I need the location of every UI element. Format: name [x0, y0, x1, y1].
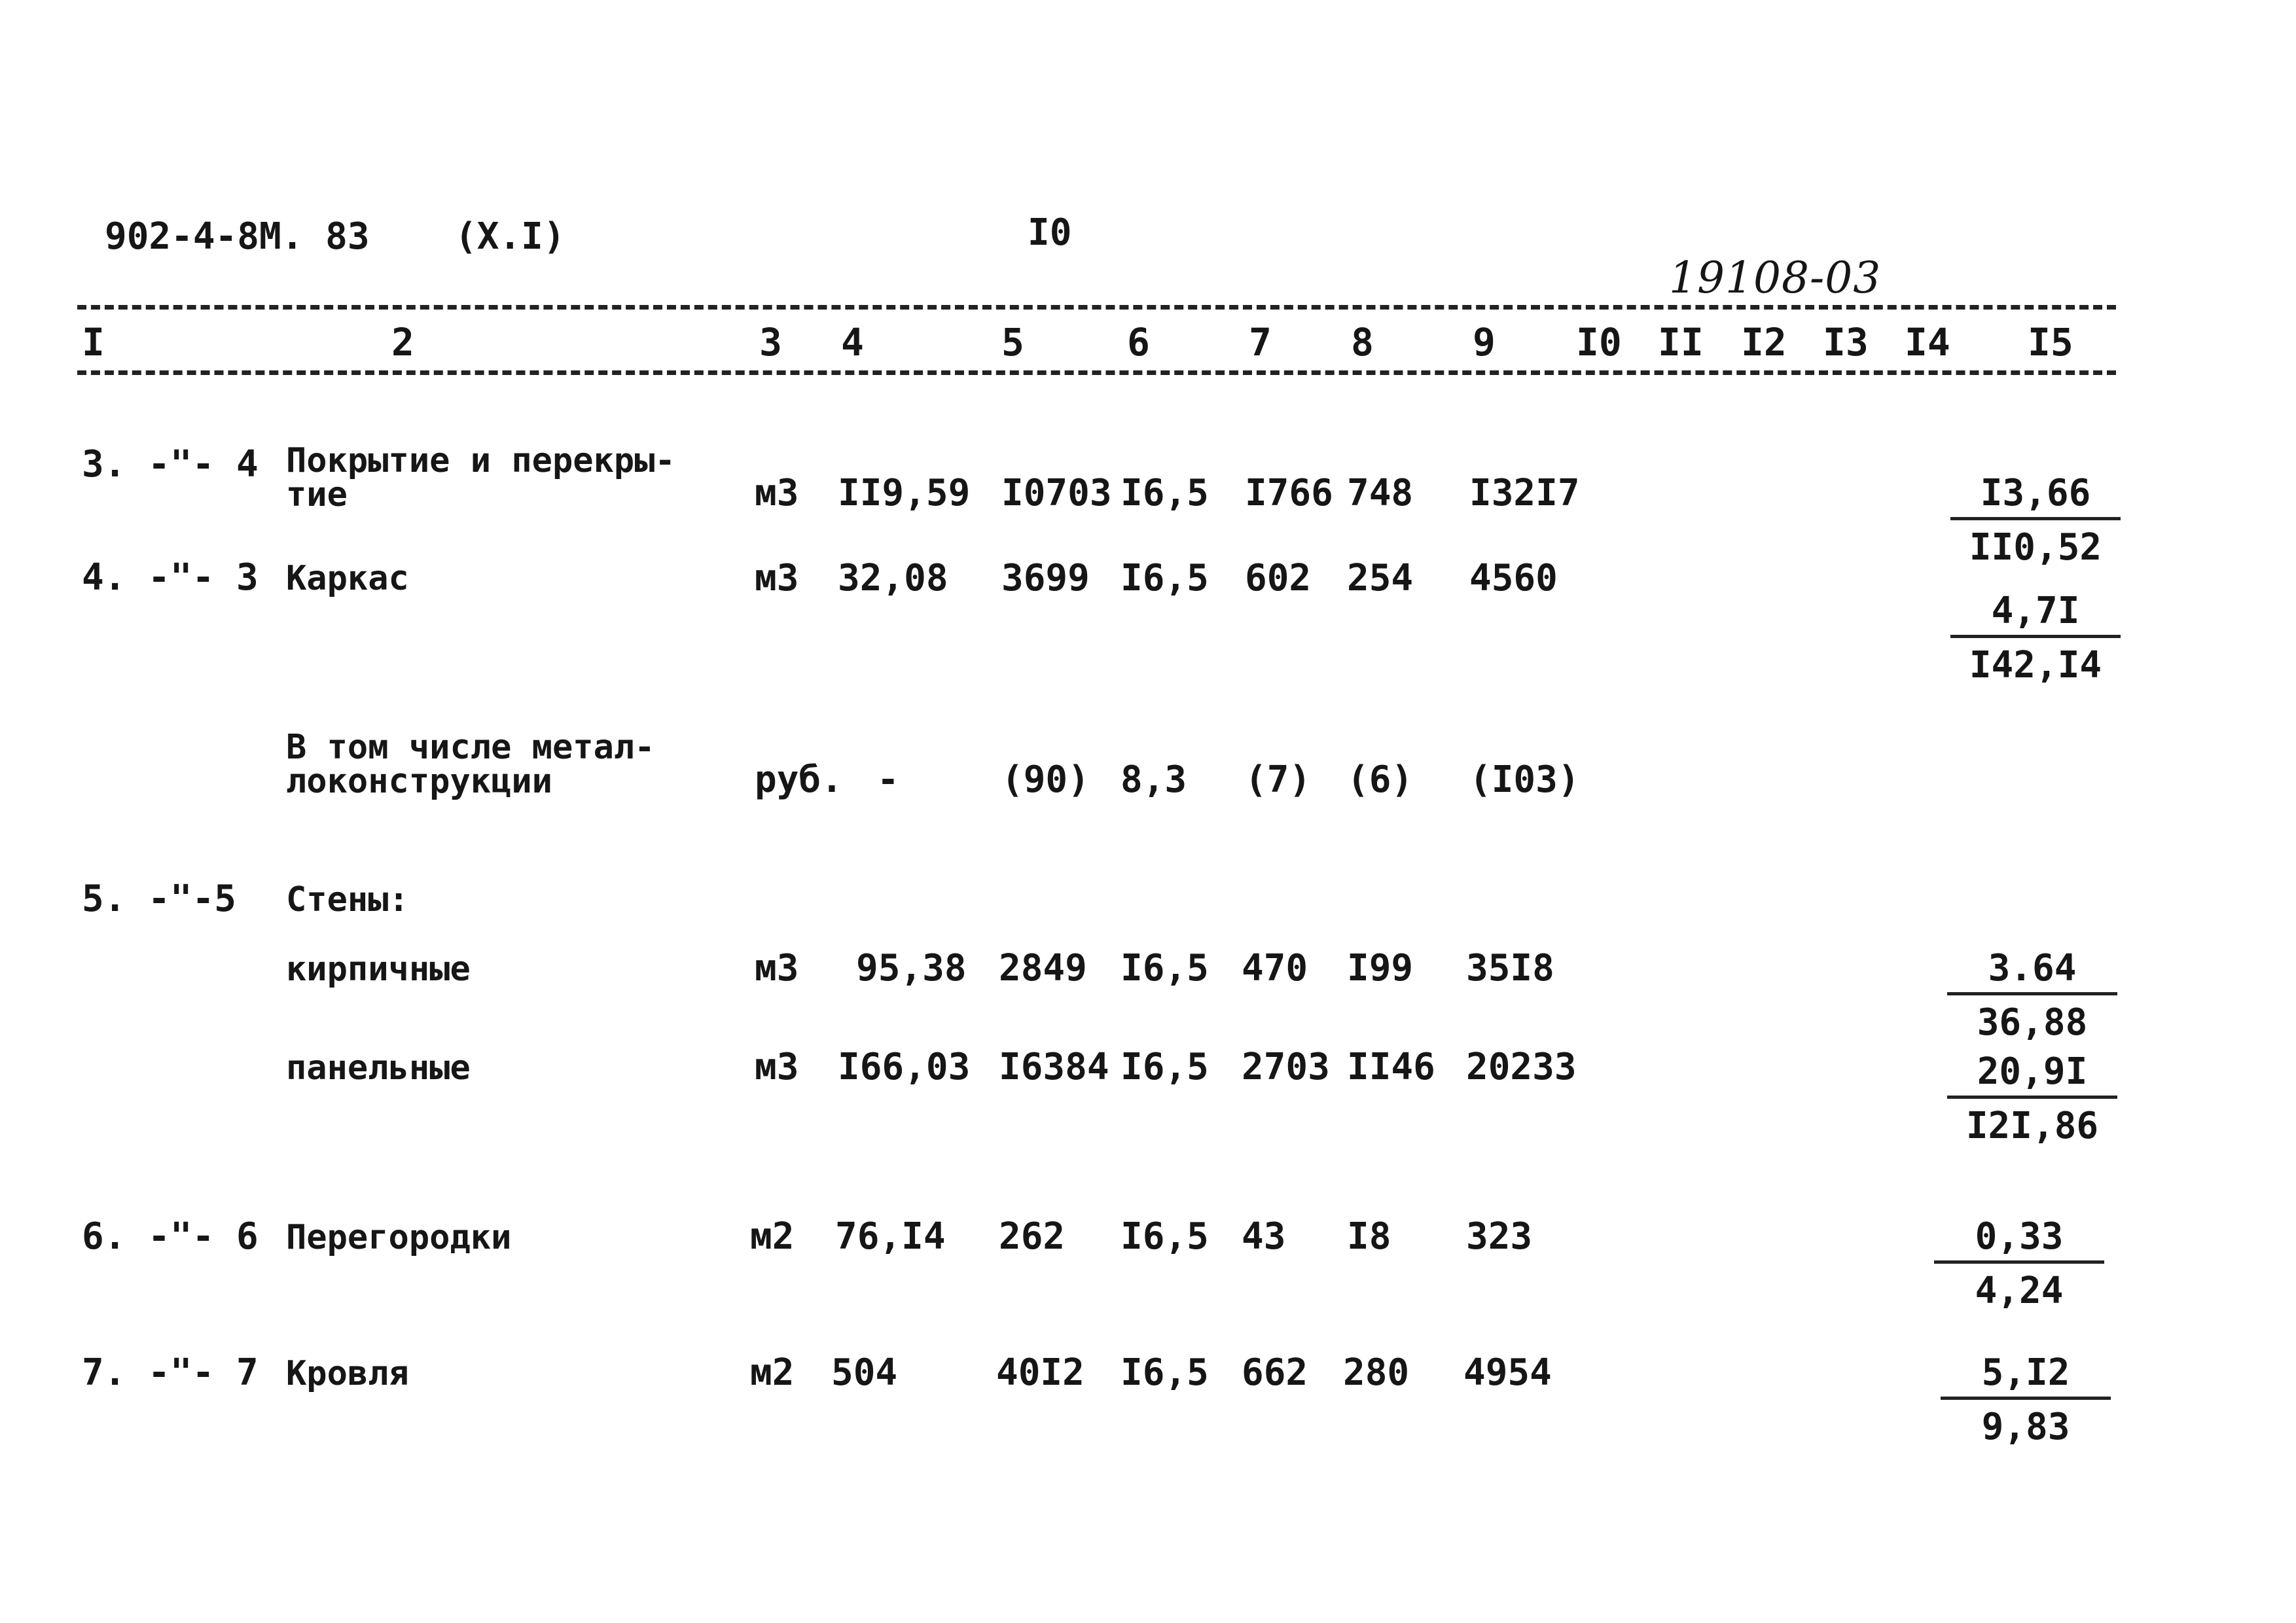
total-cell: 4954 [1463, 1351, 1552, 1394]
row-name-line: Каркас [286, 559, 409, 598]
fraction-denominator: I2I,86 [1965, 1105, 2099, 1147]
volume-cell: - [877, 758, 899, 801]
col7-cell: (7) [1245, 758, 1312, 801]
column-header: I3 [1823, 320, 1869, 365]
volume-cell: 32,08 [838, 557, 948, 599]
col7-cell: I766 [1245, 472, 1333, 514]
fraction-denominator: 9,83 [1981, 1406, 2070, 1448]
col8-cell: I99 [1347, 947, 1414, 990]
total-cell: I32I7 [1469, 472, 1580, 514]
fraction-denominator: I42,I4 [1969, 644, 2102, 687]
unit-cell: м3 [755, 472, 799, 514]
row-number: 6. -"- 6 [82, 1215, 259, 1258]
fraction-numerator: 3.64 [1947, 950, 2117, 995]
col7-cell: 2703 [1242, 1046, 1330, 1088]
column-header: 2 [391, 320, 414, 365]
column-header: I5 [2028, 320, 2073, 365]
inventory-stamp: 19108-03 [1669, 253, 1882, 303]
volume-cell: I66,03 [838, 1046, 971, 1088]
fraction-cell [1947, 947, 2117, 1044]
column-header: I0 [1576, 320, 1622, 365]
col7-cell: 662 [1242, 1351, 1308, 1394]
fraction-denominator: 36,88 [1977, 1001, 2088, 1044]
rate-cell: I6,5 [1121, 1046, 1209, 1088]
row-number: 4. -"- 3 [82, 556, 259, 599]
total-cell: 35I8 [1466, 947, 1554, 990]
col8-cell: II46 [1347, 1046, 1435, 1088]
column-header: I [82, 320, 105, 365]
cost-cell: 3699 [1001, 557, 1090, 599]
fraction-cell [1941, 1351, 2111, 1448]
unit-cell: м3 [755, 557, 799, 599]
volume-cell: 95,38 [856, 947, 967, 990]
cost-cell: 2849 [999, 947, 1087, 990]
fraction-cell [1934, 1215, 2104, 1312]
col7-cell: 602 [1245, 557, 1312, 599]
unit-cell: м3 [755, 1046, 799, 1088]
unit-cell: руб. [755, 758, 843, 801]
column-header: 9 [1473, 320, 1496, 365]
unit-cell: м2 [750, 1215, 795, 1258]
column-header: 3 [759, 320, 782, 365]
row-name-line: Кровля [286, 1354, 409, 1393]
column-header: I4 [1905, 320, 1950, 365]
fraction-denominator: 4,24 [1975, 1270, 2064, 1312]
row-name-line: тие [286, 475, 348, 514]
row-name-line: Стены: [286, 880, 409, 919]
total-cell: (I03) [1469, 758, 1580, 801]
column-header: 5 [1001, 320, 1024, 365]
fraction-numerator: 0,33 [1934, 1219, 2104, 1264]
unit-cell: м2 [750, 1351, 795, 1394]
column-header: 7 [1249, 320, 1272, 365]
fraction-denominator: II0,52 [1969, 526, 2102, 569]
total-cell: 20233 [1466, 1046, 1577, 1088]
row-number: 3. -"- 4 [82, 443, 259, 486]
col7-cell: 470 [1242, 947, 1308, 990]
volume-cell: 504 [831, 1351, 898, 1394]
row-number: 5. -"-5 [82, 878, 237, 920]
col8-cell: 254 [1347, 557, 1414, 599]
volume-cell: II9,59 [838, 472, 971, 514]
fraction-numerator: 20,9I [1947, 1054, 2117, 1099]
column-header: II [1658, 320, 1704, 365]
fraction-cell [1950, 472, 2121, 569]
volume-cell: 76,I4 [835, 1215, 946, 1258]
column-header: 8 [1351, 320, 1374, 365]
row-name-line: В том числе метал- [286, 728, 655, 767]
row-name-line: Покрытие и перекры- [286, 441, 675, 480]
document-part: (X.I) [455, 215, 565, 258]
fraction-numerator: 5,I2 [1941, 1355, 2111, 1400]
cost-cell: I0703 [1001, 472, 1112, 514]
col8-cell: I8 [1347, 1215, 1391, 1258]
fraction-numerator: I3,66 [1950, 475, 2121, 520]
fraction-cell [1950, 590, 2121, 687]
document-code: 902-4-8M. 83 [105, 215, 370, 258]
fraction-cell [1947, 1050, 2117, 1147]
row-name-line: Перегородки [286, 1218, 512, 1257]
total-cell: 323 [1466, 1215, 1533, 1258]
cost-cell: (90) [1001, 758, 1090, 801]
rate-cell: I6,5 [1121, 472, 1209, 514]
row-name-line: панельные [286, 1048, 471, 1088]
col8-cell: 280 [1343, 1351, 1410, 1394]
row-name-line: локонструкции [286, 762, 552, 801]
rate-cell: 8,3 [1121, 758, 1187, 801]
row-name-line: кирпичные [286, 950, 471, 989]
unit-cell: м3 [755, 947, 799, 990]
cost-cell: 262 [999, 1215, 1066, 1258]
page-number: I0 [1028, 211, 1072, 254]
column-header: 4 [841, 320, 864, 365]
rate-cell: I6,5 [1121, 557, 1209, 599]
rate-cell: I6,5 [1121, 1351, 1209, 1394]
fraction-numerator: 4,7I [1950, 593, 2121, 638]
column-header: I2 [1741, 320, 1787, 365]
row-number: 7. -"- 7 [82, 1351, 259, 1394]
col8-cell: (6) [1347, 758, 1414, 801]
total-cell: 4560 [1469, 557, 1558, 599]
rate-cell: I6,5 [1121, 1215, 1209, 1258]
col7-cell: 43 [1242, 1215, 1286, 1258]
cost-cell: I6384 [999, 1046, 1109, 1088]
col8-cell: 748 [1347, 472, 1414, 514]
cost-cell: 40I2 [996, 1351, 1085, 1394]
header-top-rule [77, 305, 2116, 310]
rate-cell: I6,5 [1121, 947, 1209, 990]
header-bottom-rule [77, 370, 2116, 375]
column-header: 6 [1127, 320, 1150, 365]
